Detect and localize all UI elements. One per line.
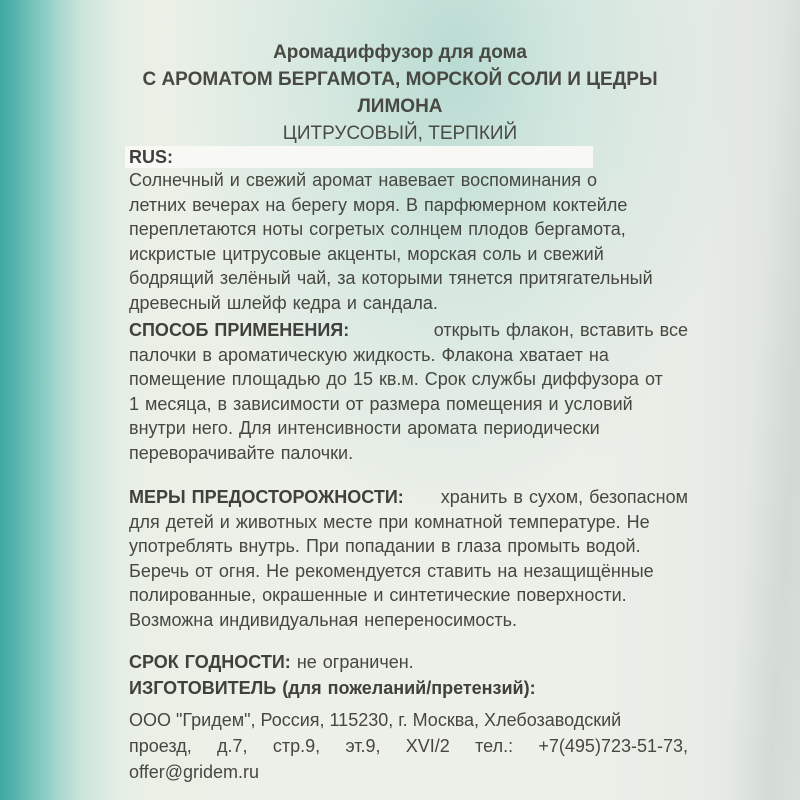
- precautions-line-3: употреблять внутрь. При попадании в глаза промыть водой.: [129, 536, 641, 556]
- usage-instructions: [129, 318, 688, 465]
- precautions-line-1: [129, 485, 688, 510]
- precautions-line-1-text: хранить в сухом, безопасном: [440, 487, 688, 507]
- rus-line-3: переплетаются ноты согретых солнцем плодов бергамота,: [129, 219, 626, 239]
- manufacturer-contact: [129, 707, 688, 785]
- rus-line-1: [129, 146, 688, 193]
- shelf-life: [129, 650, 688, 675]
- precautions-label: МЕРЫ ПРЕДОСТОРОЖНОСТИ:: [129, 487, 404, 507]
- manufacturer-heading-block: [129, 676, 688, 701]
- safety-precautions: [129, 485, 688, 632]
- shelf-life-label: СРОК ГОДНОСТИ:: [129, 652, 291, 672]
- manufacturer-label: ИЗГОТОВИТЕЛЬ (для пожеланий/претензий):: [129, 678, 536, 698]
- precautions-line-5: полированные, окрашенные и синтетические поверхности.: [129, 585, 627, 605]
- rus-line-4: искристые цитрусовые акценты, морская соль и свежий: [129, 243, 604, 264]
- manufacturer-address-line-1: ООО "Гридем", Россия, 115230, г. Москва, Хлебозаводский: [129, 710, 622, 730]
- product-title: Аромадиффузор для дома: [273, 42, 527, 63]
- usage-line-1: [129, 318, 688, 343]
- usage-line-5: внутри него. Для интенсивности аромата периодически: [129, 418, 600, 438]
- product-heading: [120, 39, 680, 147]
- rus-line-6: древесный шлейф кедра и сандала.: [129, 292, 438, 313]
- manufacturer-email: offer@gridem.ru: [129, 762, 259, 782]
- usage-label: СПОСОБ ПРИМЕНЕНИЯ:: [129, 320, 350, 340]
- manufacturer-phone: +7(495)723-51-73,: [538, 736, 688, 756]
- precautions-line-2: для детей и животных месте при комнатной температуре. Не: [129, 511, 650, 532]
- usage-line-3: помещение площадью до 15 кв.м. Срок службы диффузора от: [129, 369, 663, 389]
- shelf-life-value: не ограничен.: [296, 652, 414, 672]
- rus-line-2: летних вечерах на берегу моря. В парфюмерном коктейле: [129, 194, 628, 215]
- precautions-line-6: Возможна индивидуальная непереносимость.: [129, 609, 518, 630]
- manufacturer-address-line-2: проезд, д.7, стр.9, эт.9, XVI/2 тел.: +7(495)723-51-73,: [129, 733, 688, 759]
- rus-label: RUS: Солнечный и свежий аромат навевает воспоминания о: [129, 146, 597, 193]
- precautions-line-4: Беречь от огня. Не рекомендуется ставить на незащищённые: [129, 560, 654, 581]
- product-scent-profile: ЦИТРУСОВЫЙ, ТЕРПКИЙ: [282, 123, 518, 144]
- product-scent: С АРОМАТОМ БЕРГАМОТА, МОРСКОЙ СОЛИ И ЦЕДРЫ ЛИМОНА: [142, 69, 658, 117]
- usage-line-6: переворачивайте палочки.: [129, 442, 354, 463]
- usage-line-2: палочки в ароматическую жидкость. Флакона хватает на: [129, 344, 609, 365]
- usage-line-1-text: открыть флакон, вставить все: [433, 320, 688, 340]
- rus-line-5: бодрящий зелёный чай, за которыми тянется притягательный: [129, 268, 653, 288]
- usage-line-4: 1 месяца, в зависимости от размера помещения и условий: [129, 393, 633, 414]
- russian-description: [129, 146, 688, 315]
